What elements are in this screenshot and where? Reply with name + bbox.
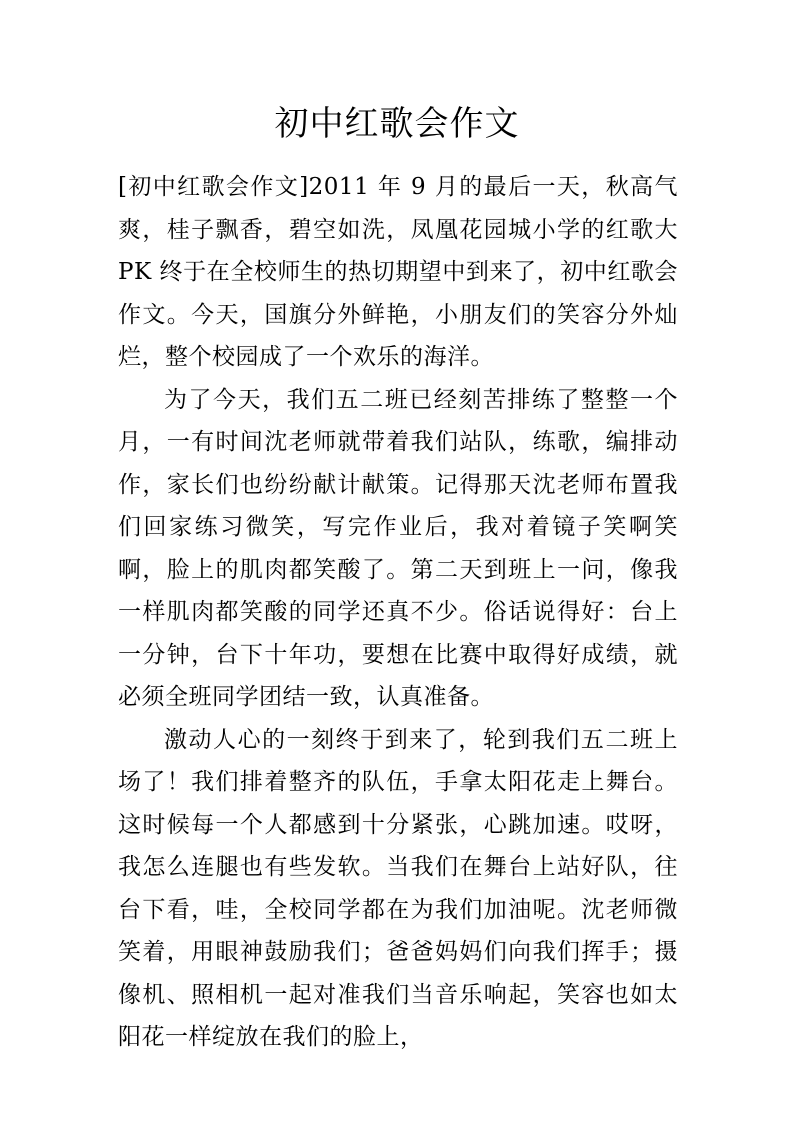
paragraph-performance: 激动人心的一刻终于到来了，轮到我们五二班上场了！我们排着整齐的队伍，手拿太阳花走上舞台。这时候每一个人都感到十分紧张，心跳加速。哎呀，我怎么连腿也有些发软。当我们在舞台上站好队，往台下看，哇，全校同学都在为我们加油呢。沈老师微笑着，用眼神鼓励我们；爸爸妈妈们向我们挥手；摄像机、照相机一起对准我们当音乐响起，笑容也如太阳花一样绽放在我们的脸上， bbox=[118, 726, 678, 1050]
document-body bbox=[118, 166, 678, 1059]
paragraph-rehearsal: 为了今天，我们五二班已经刻苦排练了整整一个月，一有时间沈老师就带着我们站队，练歌，编排动作，家长们也纷纷献计献策。记得那天沈老师布置我们回家练习微笑，写完作业后，我对着镜子笑啊笑啊，脸上的肌肉都笑酸了。第二天到班上一问，像我一样肌肉都笑酸的同学还真不少。俗话说得好：台上一分钟，台下十年功，要想在比赛中取得好成绩，就必须全班同学团结一致，认真准备。 bbox=[118, 386, 678, 710]
paragraph-intro: [初中红歌会作文]2011 年 9 月的最后一天，秋高气爽，桂子飘香，碧空如洗，凤凰花园城小学的红歌大 PK 终于在全校师生的热切期望中到来了，初中红歌会作文。今天，国旗分外鲜艳，小朋友们的笑容分外灿烂，整个校园成了一个欢乐的海洋。 bbox=[118, 174, 678, 370]
document-title: 初中红歌会作文 bbox=[274, 104, 520, 144]
